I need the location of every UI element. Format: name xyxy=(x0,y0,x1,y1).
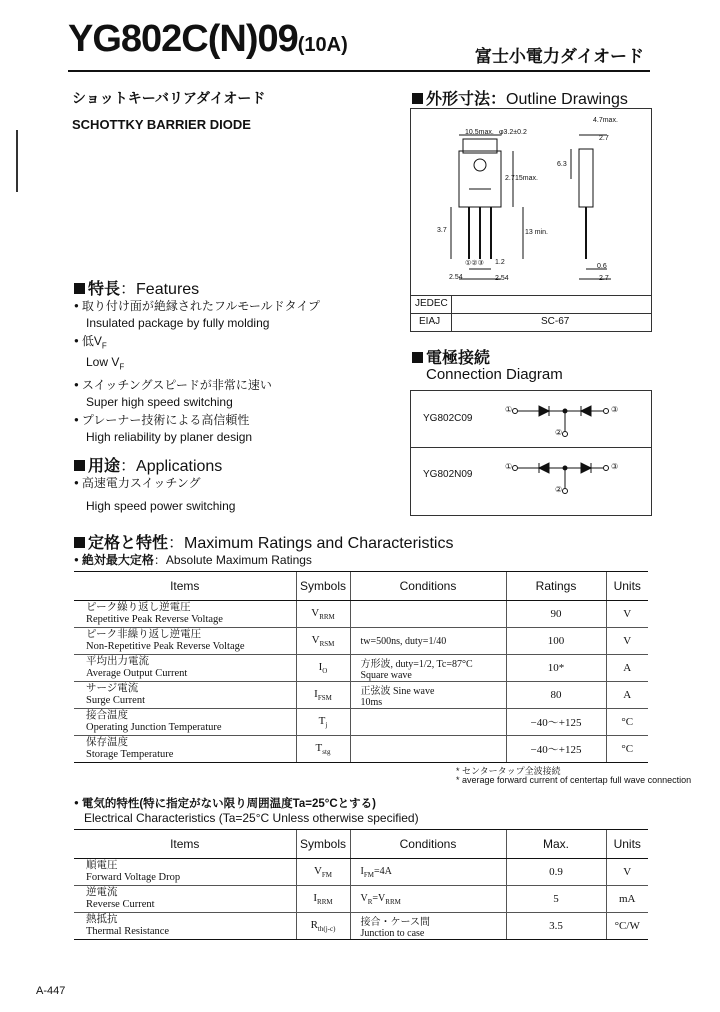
features-heading: 特長：Features xyxy=(74,276,199,299)
product-type-en: SCHOTTKY BARRIER DIODE xyxy=(72,117,251,132)
title-rule xyxy=(68,70,650,72)
col-units: Units xyxy=(606,830,648,859)
feature-jp: ● 低$V_F$ xyxy=(74,332,320,354)
square-bullet-icon xyxy=(74,283,85,294)
maker-subtitle: 富士小電力ダイオード xyxy=(474,47,644,66)
eiaj-value: SC-67 xyxy=(541,316,570,327)
part-number: YG802C(N)09 xyxy=(68,18,298,60)
conn-pin-left: ① xyxy=(505,405,513,414)
col-items: Items xyxy=(74,830,296,859)
page-number: A-447 xyxy=(36,985,66,997)
table-row: サージ電流 Surge Current $I_{FSM}$ 正弦波 Sine wave 10ms 80 A xyxy=(74,682,648,709)
col-items: Items xyxy=(74,572,296,601)
feature-jp: ● 取り付け面が絶縁されたフルモールドタイプ xyxy=(74,297,320,315)
table-header-row xyxy=(74,830,648,859)
feature-en: Insulated package by fully molding xyxy=(86,316,270,330)
table-row: 熱抵抗 Thermal Resistance $R_{th(j-c)}$ 接合・ケース間 Junction to case 3.5 °C/W xyxy=(74,913,648,940)
col-symbols: Symbols xyxy=(296,572,350,601)
feature-en: Low $V_F$ xyxy=(86,355,125,372)
product-type-jp: ショットキーバリアダイオード xyxy=(72,90,266,106)
col-symbols: Symbols xyxy=(296,830,350,859)
dim-pitch-2: 2.54 xyxy=(495,275,509,282)
feature-en: High reliability by planer design xyxy=(86,429,253,444)
outline-heading: 外形寸法：Outline Drawings xyxy=(412,86,628,109)
table-row: 接合温度 Operating Junction Temperature $T_j$ −40～+125 °C xyxy=(74,709,648,736)
dim-hole: φ3.2±0.2 xyxy=(499,129,527,136)
feature-jp: ● スイッチングスピードが非常に速い xyxy=(74,376,320,394)
table-header-row xyxy=(74,572,648,601)
conn-pin-left: ① xyxy=(505,462,513,471)
table-row: 保存温度 Storage Temperature $T_{stg}$ −40～+125 °C xyxy=(74,736,648,763)
conn-label-n: YG802N09 xyxy=(423,469,473,480)
square-bullet-icon xyxy=(412,93,423,104)
table-row: ピーク非繰り返し逆電圧 Non-Repetitive Peak Reverse Voltage $V_{RSM}$ tw=500ns, duty=1/40 100 V xyxy=(74,628,648,655)
dim-lead-thick: 0.6 xyxy=(597,263,607,270)
application-en: High speed power switching xyxy=(86,499,236,513)
square-bullet-icon xyxy=(74,460,85,471)
conn-label-c: YG802C09 xyxy=(423,413,473,424)
application-jp: ● 高速電力スイッチング xyxy=(74,474,235,492)
electrical-table xyxy=(74,829,648,940)
dim-side-top: 2.7 xyxy=(599,135,609,142)
col-conditions: Conditions xyxy=(350,572,506,601)
current-rating: (10A) xyxy=(297,34,348,56)
applications-heading: 用途：Applications xyxy=(74,453,222,476)
dim-body-height: 15max. xyxy=(515,175,538,182)
dim-thickness: 4.7max. xyxy=(593,117,618,124)
conn-pin-right: ③ xyxy=(611,462,619,471)
conn-pin-center: ② xyxy=(555,428,563,437)
connection-heading: 電極接続 xyxy=(412,345,490,368)
feature-en: Super high speed switching xyxy=(86,394,233,409)
dim-tab: 6.3 xyxy=(557,161,567,168)
applications-list xyxy=(74,474,235,515)
elec-title-jp: ● 電気的特性(特に指定がない限り周囲温度Ta=25°Cとする) xyxy=(74,795,376,811)
footnote-en: * average forward current of centertap full wave connection xyxy=(456,775,692,785)
connection-diagram xyxy=(410,390,652,516)
abs-max-title: ● 絶対最大定格：Absolute Maximum Ratings xyxy=(74,551,312,568)
page-edge-mark xyxy=(16,130,18,192)
jedec-label: JEDEC xyxy=(415,298,448,309)
table-row: 順電圧 Forward Voltage Drop $V_{FM}$ $I_{FM}=4A$ 0.9 V xyxy=(74,859,648,886)
square-bullet-icon xyxy=(412,352,423,363)
outline-drawing xyxy=(410,108,652,332)
dim-lead-left: 3.7 xyxy=(437,227,447,234)
dim-lead-length: 13 min. xyxy=(525,229,548,236)
eiaj-label: EIAJ xyxy=(419,316,441,327)
dim-pitch-1: 2.54 xyxy=(449,274,463,281)
col-max: Max. xyxy=(506,830,606,859)
footnote-jp: * センタータップ全波接続 xyxy=(456,766,561,776)
pin-labels: ①②③ xyxy=(465,260,484,267)
table-row: ピーク繰り返し逆電圧 Repetitive Peak Reverse Voltage $V_{RRM}$ 90 V xyxy=(74,601,648,628)
dim-side-bottom: 2.7 xyxy=(599,275,609,282)
col-conditions: Conditions xyxy=(350,830,506,859)
abs-max-table xyxy=(74,571,648,763)
square-bullet-icon xyxy=(74,537,85,548)
dim-width: 10.5max. xyxy=(465,129,494,136)
feature-jp: ● プレーナー技術による高信頼性 xyxy=(74,411,320,429)
col-units: Units xyxy=(606,572,648,601)
table-row: 平均出力電流 Average Output Current $I_O$ 方形波, duty=1/2, Tc=87°C Square wave 10* A xyxy=(74,655,648,682)
ratings-heading: 定格と特性：Maximum Ratings and Characteristics xyxy=(74,530,453,553)
conn-pin-center: ② xyxy=(555,485,563,494)
col-ratings: Ratings xyxy=(506,572,606,601)
dim-lead-width: 1.2 xyxy=(495,259,505,266)
page-title xyxy=(68,18,348,61)
table-row: 逆電流 Reverse Current $I_{RRM}$ $V_R=V_{RRM}$ 5 mA xyxy=(74,886,648,913)
elec-title-en: Electrical Characteristics (Ta=25°C Unless otherwise specified) xyxy=(84,811,419,825)
connection-heading-en: Connection Diagram xyxy=(426,366,563,383)
conn-pin-right: ③ xyxy=(611,405,619,414)
dim-mid: 2.7 xyxy=(505,175,515,182)
features-list xyxy=(74,297,320,446)
